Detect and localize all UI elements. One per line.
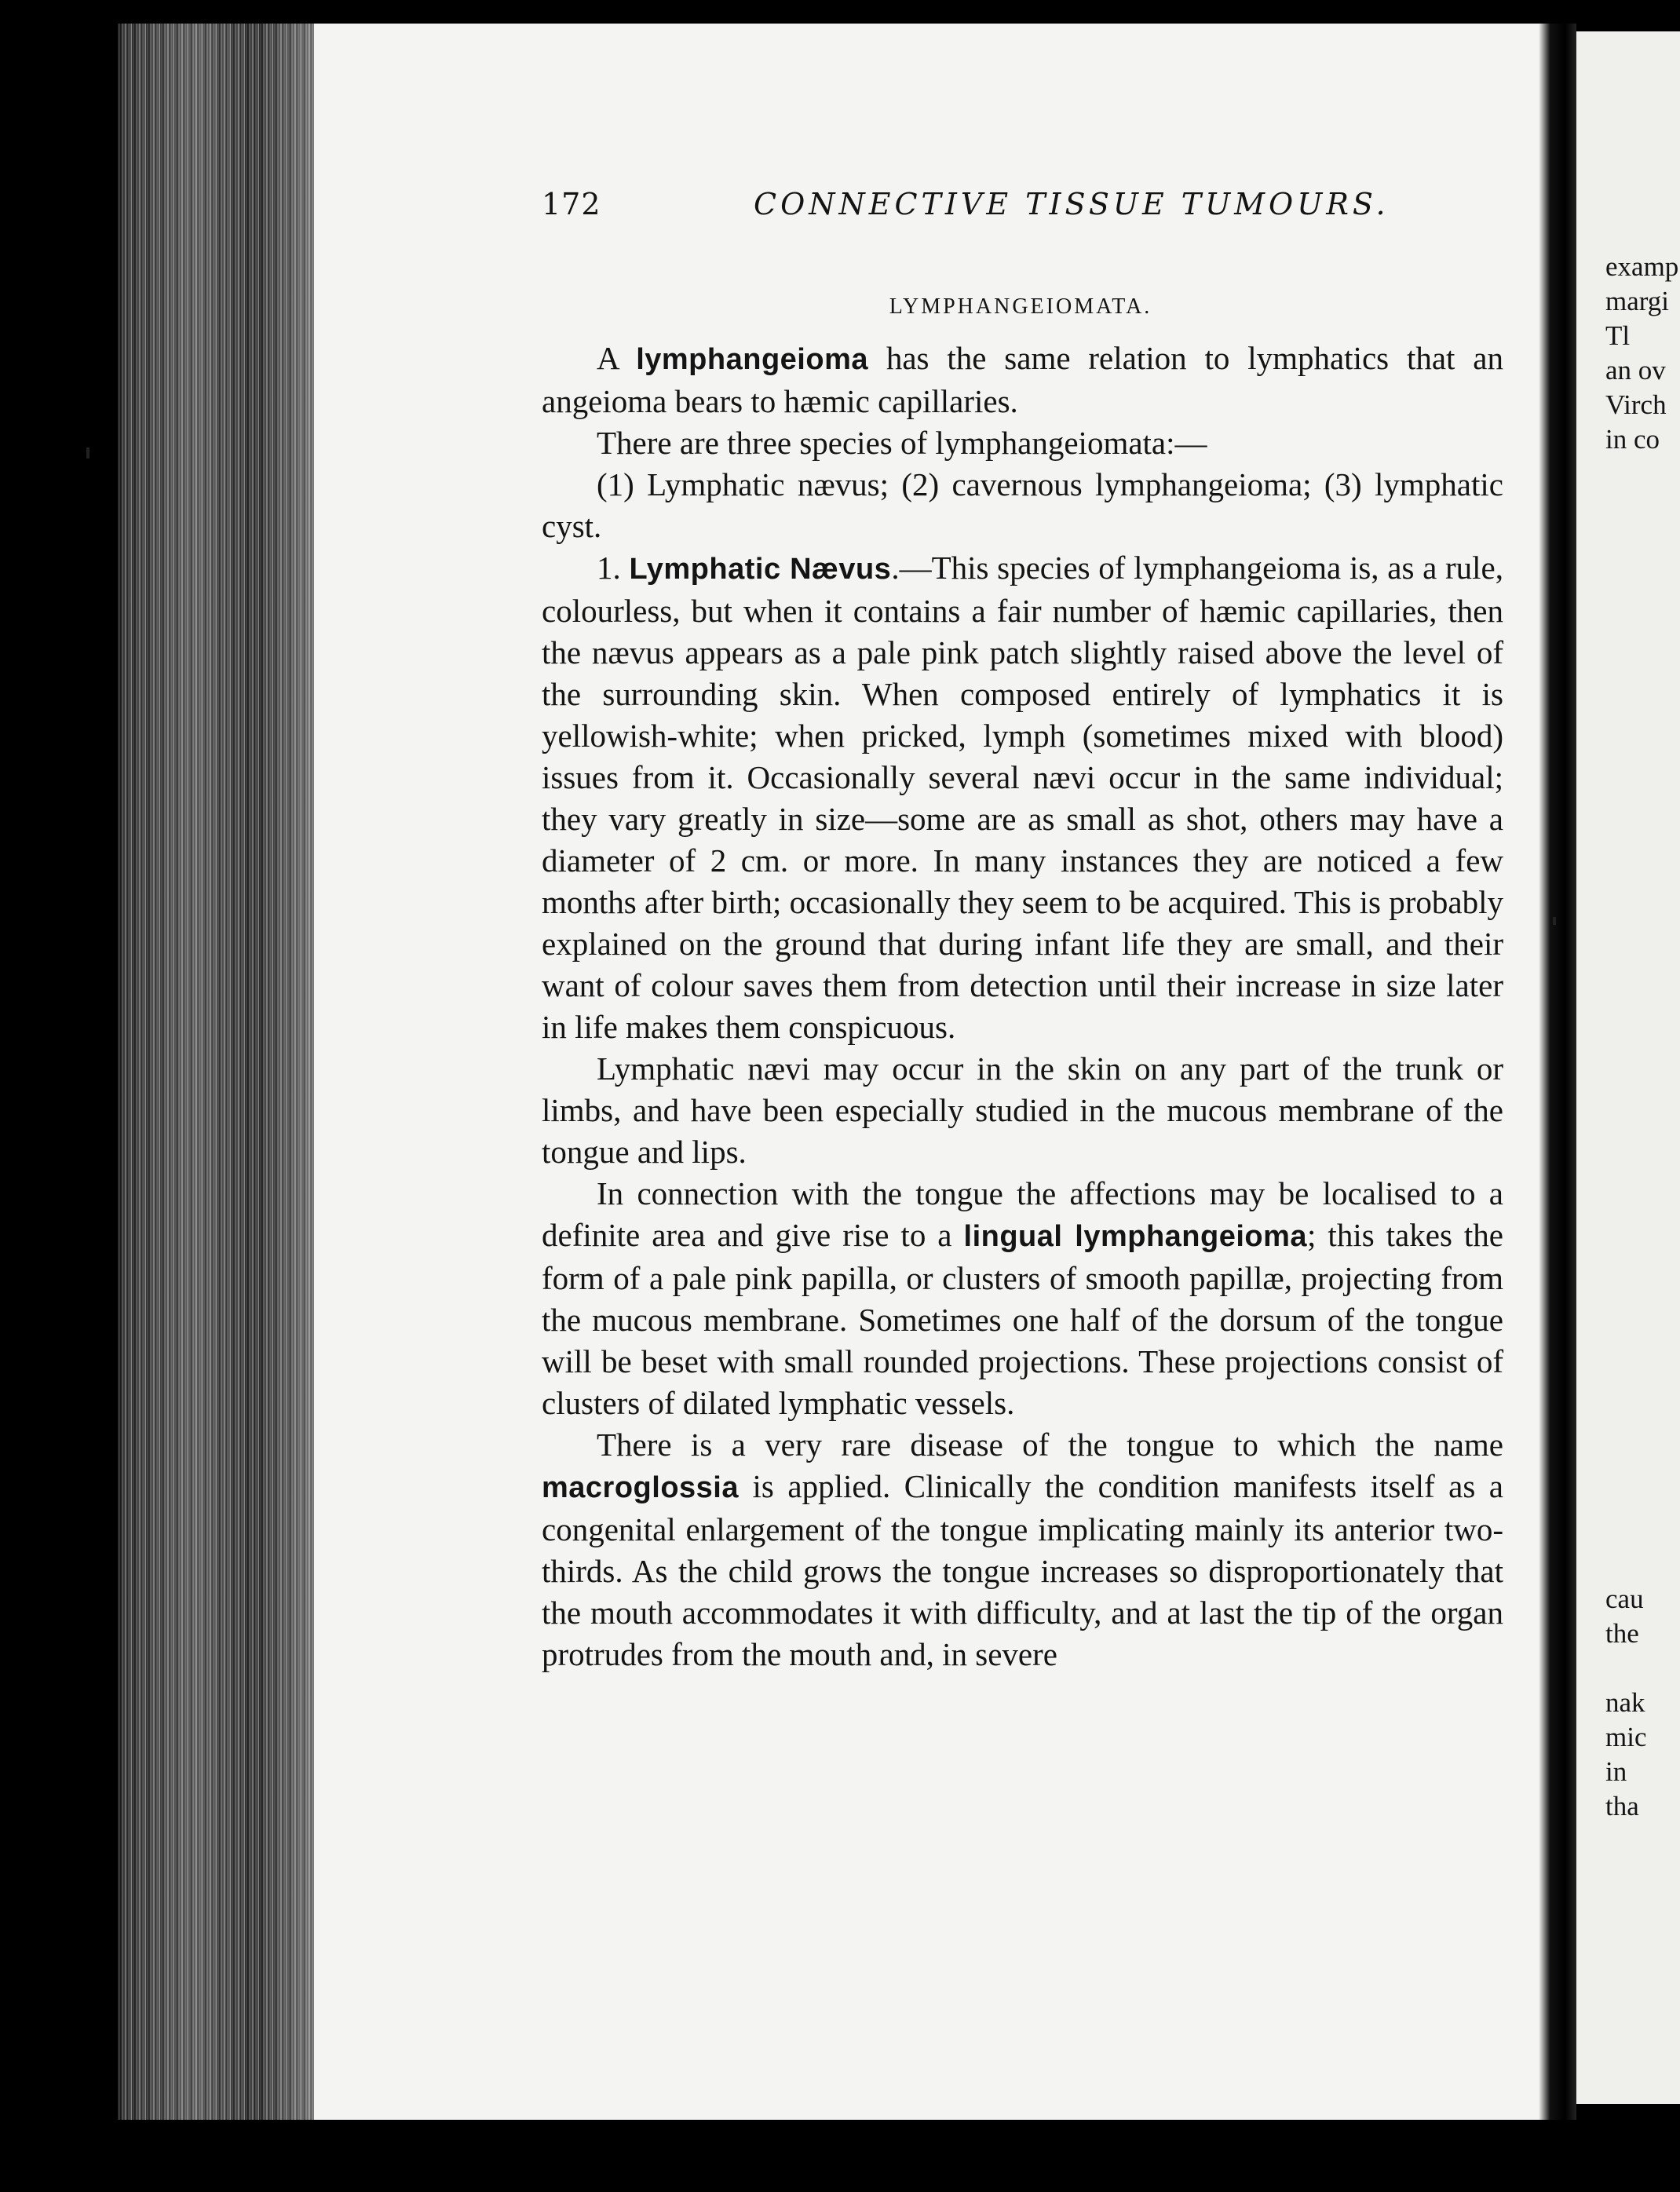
facing-page-line: in co (1605, 424, 1660, 455)
facing-page-line: nak (1605, 1687, 1645, 1718)
text-run: (1) Lymphatic nævus; (2) cavernous lymphangeioma; (3) lymphatic cyst. (542, 466, 1503, 544)
text-run: In connection with the tongue the affections may be localised to a definite area and give rise to a (542, 1175, 1503, 1253)
facing-page-line: tha (1605, 1791, 1639, 1821)
text-run: has the same relation to lymphatics that an angeioma bears to hæmic capillaries. (542, 340, 1503, 419)
paragraph (542, 464, 1503, 547)
bold-term: Lymphatic Nævus (629, 553, 892, 586)
scan-mark (86, 448, 89, 458)
paragraph (542, 1424, 1503, 1675)
paragraph (542, 1048, 1503, 1173)
bold-term: lymphangeioma (636, 343, 868, 376)
facing-page-text-bottom (1605, 1582, 1680, 1824)
text-run: is applied. Clinically the condition manifests itself as a congenital enlargement of the tongue implicating mainly its anterior two-thirds. As the child grows the tongue increases so disproportionately that the mouth accommodates it with difficulty, and at last the tip of the organ protrudes from the mouth and, in severe (542, 1468, 1503, 1672)
facing-page-line: mic (1605, 1722, 1647, 1752)
facing-page-line: margi (1605, 286, 1670, 316)
facing-page-line: Tl (1605, 320, 1631, 351)
paragraph (542, 1173, 1503, 1424)
book-gutter (1539, 24, 1576, 2120)
paragraph (542, 422, 1503, 464)
facing-page-line: the (1605, 1618, 1639, 1649)
facing-page-line: in (1605, 1756, 1627, 1787)
facing-page-text-top (1605, 250, 1680, 457)
page-stack-edges (118, 24, 314, 2120)
text-run: Lymphatic nævi may occur in the skin on any part of the trunk or limbs, and have been especially studied in the mucous membrane of the tongue and lips. (542, 1050, 1503, 1170)
facing-page-line: examp (1605, 251, 1679, 282)
text-run: A (597, 340, 637, 376)
text-run: There is a very rare disease of the tongue to which the name (597, 1427, 1503, 1463)
bold-term: lingual lymphangeioma (963, 1220, 1308, 1253)
running-title: CONNECTIVE TISSUE TUMOURS. (754, 187, 1390, 221)
facing-page-line: Virch (1605, 389, 1667, 420)
page-number: 172 (542, 187, 601, 221)
text-run: 1. (597, 550, 630, 586)
text-run: .—This species of lymphangeioma is, as a rule, colourless, but when it contains a fair number of hæmic capillaries, then the nævus appears as a pale pink patch slightly raised above the level of the surrounding skin. When composed entirely of lymphatics it is yellowish-white; when pricked, lymph (sometimes mixed with blood) issues from it. Occasionally several nævi occur in the same individual; they vary greatly in size—some are as small as shot, others may have a diameter of 2 cm. or more. In many instances they are noticed a few months after birth; occasionally they seem to be acquired. This is probably explained on the ground that during infant life they are small, and their want of colour saves them from detection until their increase in size later in life makes them conspicuous. (542, 550, 1503, 1045)
scan-mark (1553, 917, 1556, 925)
facing-page-line: cau (1605, 1584, 1644, 1614)
paragraph (542, 547, 1503, 1048)
page-header (542, 187, 1523, 234)
facing-page-line (1605, 1651, 1680, 1686)
text-run: ; this takes the form of a pale pink papilla, or clusters of smooth papillæ, projecting from the mucous membrane. Sometimes one half of the dorsum of the tongue will be beset with small rounded projections. These projections consist of clusters of dilated lymphatic vessels. (542, 1217, 1503, 1421)
body-text (542, 338, 1503, 1675)
bold-term: macroglossia (542, 1471, 739, 1504)
paragraph (542, 338, 1503, 422)
text-run: There are three species of lymphangeiomata:— (597, 425, 1207, 461)
section-heading: LYMPHANGEIOMATA. (889, 294, 1152, 319)
facing-page-line: an ov (1605, 355, 1666, 385)
